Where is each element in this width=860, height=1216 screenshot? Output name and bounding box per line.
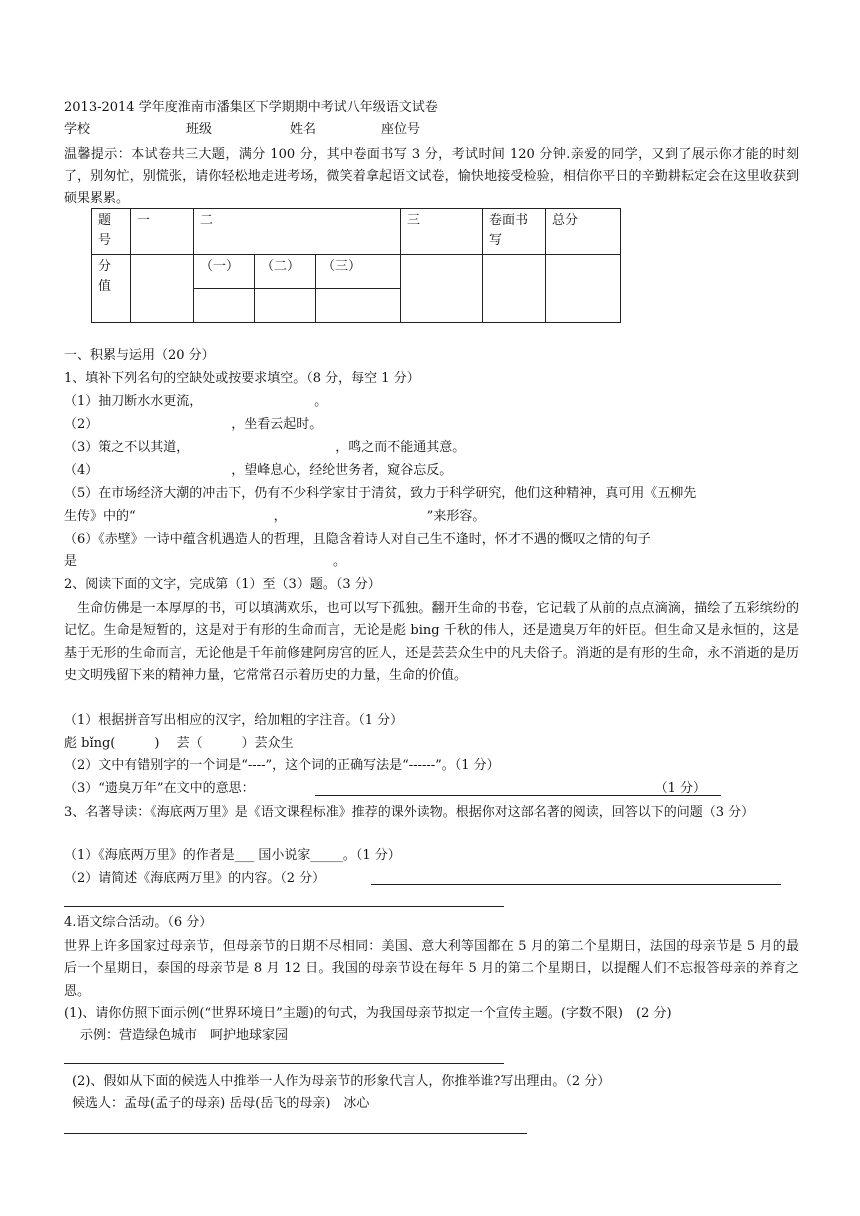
name-label: 姓名 <box>290 122 317 137</box>
q1-item-5-line2: 生传》中的“ ， ”来形容。 <box>64 509 486 524</box>
score-cell-part3[interactable] <box>401 255 483 323</box>
q3-answer-line-1[interactable] <box>371 884 781 885</box>
score-cell-sub2[interactable] <box>255 289 316 323</box>
class-label: 班级 <box>186 122 213 137</box>
q2-answer-line[interactable] <box>315 795 721 796</box>
question-3-stem: 3、名著导读：《海底两万里》是《语文课程标准》推荐的课外读物。根据你对这部名著的阅读，回答以下的问题（3 分） <box>64 805 755 820</box>
q1-item-4: （4） ，望峰息心，经纶世务者，窥谷忘反。 <box>64 463 453 478</box>
question-4-stem: 4.语文综合活动。（6 分） <box>64 915 213 930</box>
exam-title: 2013-2014 学年度淮南市潘集区下学期期中考试八年级语文试卷 <box>64 100 438 115</box>
q1-item-6-line2: 是 。 <box>64 554 347 569</box>
header-cell-part3: 三 <box>401 209 483 255</box>
header-cell-part2: 二 <box>194 209 401 255</box>
score-cell-handwriting[interactable] <box>483 255 546 323</box>
q4-answer-line-1[interactable] <box>64 1063 504 1064</box>
score-cell-sub3[interactable] <box>316 289 401 323</box>
school-label: 学校 <box>64 122 91 137</box>
q4-passage: 世界上许多国家过母亲节，但母亲节的日期不尽相同：美国、意大利等国都在 5 月的第二个星期日，法国的母亲节是 5 月的最后一个星期日，泰国的母亲节是 8 月 12 日。我国的母亲节设在每年 5 月的第二个星期日，以提醒人们不忘报答母亲的养育之恩。 <box>64 939 799 999</box>
q4-sub-1: (1)、请你仿照下面示例(“世界环境日”主题)的句式，为我国母亲节拟定一个宣传主题。(字数不限) (2 分) <box>64 1006 672 1021</box>
q4-answer-line-2[interactable] <box>64 1133 527 1134</box>
score-table <box>91 208 621 323</box>
subheader-cell-1: （一） <box>194 255 255 289</box>
header-cell-handwriting: 卷面书 写 <box>483 209 546 255</box>
header-cell-part1: 一 <box>131 209 194 255</box>
score-cell-total[interactable] <box>546 255 621 323</box>
q1-item-5-line1: （5）在市场经济大潮的冲击下，仍有不少科学家甘于清贫，致力于科学研究，他们这种精神，真可用《五柳先 <box>64 486 697 501</box>
header-cell-number: 题 号 <box>92 209 131 255</box>
q2-sub-1: （1）根据拼音写出相应的汉字，给加粗的字注音。（1 分） <box>64 713 404 728</box>
q4-candidates: 候选人：孟母(孟子的母亲) 岳母(岳飞的母亲) 冰心 <box>72 1096 370 1111</box>
subheader-cell-3: （三） <box>316 255 401 289</box>
q2-sub-2: （2）文中有错别字的一个词是“----”，这个词的正确写法是“------”。（1 分） <box>64 758 500 773</box>
subheader-cell-2: （二） <box>255 255 316 289</box>
score-cell-sub1[interactable] <box>194 289 255 323</box>
header-cell-total: 总分 <box>546 209 621 255</box>
q1-item-3: （3）策之不以其道， ，鸣之而不能通其意。 <box>64 440 466 455</box>
section-heading: 一、积累与运用（20 分） <box>64 348 215 363</box>
score-cell-part1[interactable] <box>131 255 194 323</box>
q1-item-1: （1）抽刀断水水更流， 。 <box>64 394 328 409</box>
q1-item-6-line1: （6）《赤壁》一诗中蕴含机遇造人的哲理，且隐含着诗人对自己生不逢时，怀才不遇的慨叹之情的句子 <box>64 532 651 547</box>
q4-sub-2: (2)、假如从下面的候选人中推举一人作为母亲节的形象代言人，你推举谁?写出理由。（2 分） <box>72 1074 611 1089</box>
q4-example: 示例：营造绿色城市 呵护地球家园 <box>80 1028 289 1043</box>
q1-item-2: （2） ，坐看云起时。 <box>64 417 323 432</box>
question-2-stem: 2、阅读下面的文字，完成第（1）至（3）题。（3 分） <box>64 577 381 592</box>
warm-tip: 温馨提示：本试卷共三大题，满分 100 分，其中卷面书写 3 分，考试时间 120 分钟.亲爱的同学，又到了展示你才能的时刻了，别匆忙，别慌张，请你轻松地走进考场，微笑着拿起语文试卷，愉快地接受检验，相信你平日的辛勤耕耘定会在这里收获到硕果累累。 <box>64 147 799 206</box>
question-1-stem: 1、填补下列名句的空缺处或按要求填空。（8 分，每空 1 分） <box>64 371 420 386</box>
seat-label: 座位号 <box>381 122 421 137</box>
q3-sub-1: （1）《海底两万里》的作者是___ 国小说家_____。（1 分） <box>64 848 401 863</box>
q3-answer-line-2[interactable] <box>64 906 504 907</box>
q2-passage: 生命仿佛是一本厚厚的书，可以填满欢乐，也可以写下孤独。翻开生命的书卷，它记载了从前的点点滴滴，描绘了五彩缤纷的记忆。生命是短暂的，这是对于有形的生命而言，无论是彪 bing 千秋的伟人，还是遗臭万年的奸臣。但生命又是永恒的，这是基于无形的生命而言，无论他是千年前修建阿房宫的匠人，还是芸芸众生中的凡夫俗子。消逝的是有形的生命，永不消逝的是历史文明残留下来的精神力量，它常常召示着历史的力量，生命的价值。 <box>64 601 799 684</box>
q2-sub-1-answer: 彪 bǐng( ) 芸（ ）芸众生 <box>64 736 294 751</box>
student-info-row <box>64 121 420 139</box>
q2-sub-3: （3）“遗臭万年”在文中的意思： （1 分） <box>64 781 706 796</box>
q3-sub-2: （2）请简述《海底两万里》的内容。（2 分） <box>64 871 326 886</box>
score-row-label: 分 值 <box>92 255 131 323</box>
